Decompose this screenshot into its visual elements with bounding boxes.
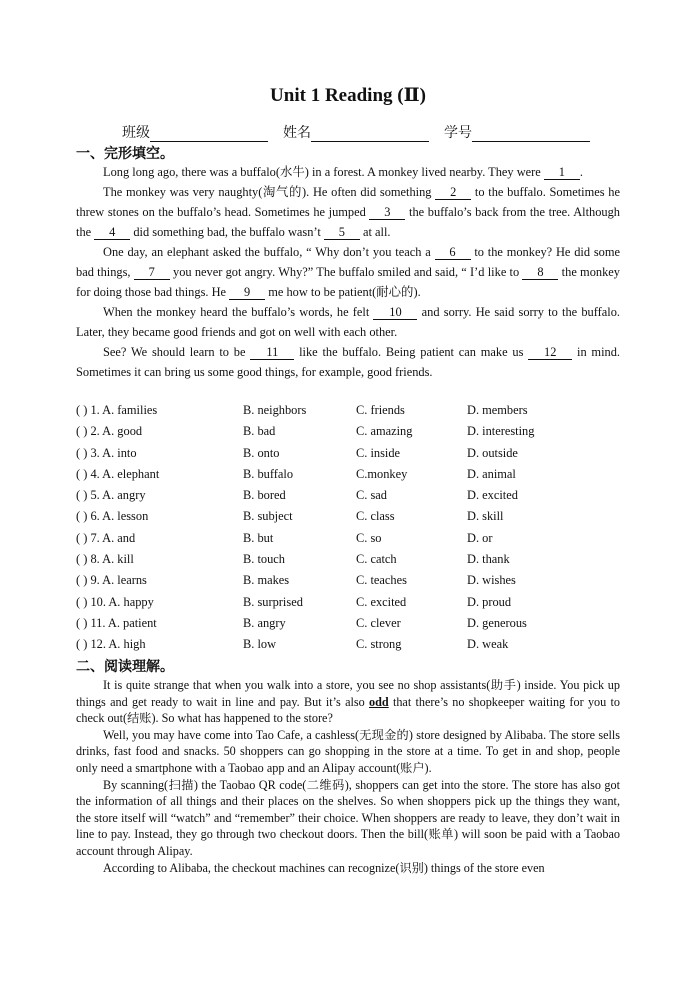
blank[interactable]: 11: [250, 345, 294, 360]
reading-paragraph: According to Alibaba, the checkout machines can recognize(识别) things of the store even: [103, 860, 545, 875]
option-d: D. thank: [467, 552, 510, 567]
name-field[interactable]: [311, 127, 429, 142]
number-label: 学号: [444, 126, 472, 141]
option-b: B. surprised: [243, 594, 303, 609]
question-number[interactable]: ( ) 6. A. lesson: [76, 509, 149, 524]
option-c: C. excited: [356, 594, 407, 609]
option-b: B. onto: [243, 445, 280, 460]
option-c: C. sad: [356, 488, 387, 503]
option-c: C. strong: [356, 637, 402, 652]
cloze-paragraph: One day, an elephant asked the buffalo, “ Why don’t you teach a 6 to the monkey? He did some bad things, 7 you never got angry. Why?” The buffalo smiled and said, “ I’d like to 8 the monkey for doing those bad things. He 9 me how to be patient(耐心的).: [76, 245, 620, 299]
option-d: D. or: [467, 530, 493, 545]
blank[interactable]: 2: [435, 185, 471, 200]
page-title: Unit 1 Reading (Ⅱ): [270, 85, 426, 106]
option-row: [76, 467, 636, 488]
option-b: B. touch: [243, 552, 285, 567]
cloze-paragraph: See? We should learn to be 11 like the buffalo. Being patient can make us 12 in mind. Sometimes it can bring us some good things, for example, good friends.: [76, 345, 621, 379]
option-row: [76, 403, 636, 424]
option-c: C. amazing: [356, 424, 413, 439]
blank[interactable]: 7: [134, 265, 170, 280]
option-d: D. weak: [467, 637, 509, 652]
option-b: B. buffalo: [243, 466, 294, 481]
blank[interactable]: 6: [435, 245, 471, 260]
option-row: [76, 488, 636, 509]
name-label: 姓名: [283, 126, 311, 141]
option-d: D. outside: [467, 445, 518, 460]
class-label: 班级: [122, 126, 150, 141]
key-word: odd: [369, 694, 389, 709]
option-d: D. wishes: [467, 573, 516, 588]
blank[interactable]: 5: [324, 225, 360, 240]
option-row: [76, 446, 636, 467]
blank[interactable]: 10: [373, 305, 417, 320]
option-b: B. bad: [243, 424, 276, 439]
reading-paragraph: By scanning(扫描) the Taobao QR code(二维码), shoppers can get into the store. The store has also got the information of all things and their places on the shelves. So when shoppers pick up the things they want, the store itself will “watch” and “remember” their choice. When shoppers are ready to leave, they don’t wait in line to pay. Instead, they go through two checkout doors. Then the bill(账单) will soon be paid with a Taobao account through Alipay.: [76, 777, 620, 858]
question-number[interactable]: ( ) 4. A. elephant: [76, 466, 160, 481]
reading-paragraph: Well, you may have come into Tao Cafe, a cashless(无现金的) store designed by Alibaba. The store sells drinks, fast food and snacks. 50 shoppers can go shopping in the store at a time. To get in and shop, people only need a smartphone with a Taobao app and an Alipay account(账户).: [76, 727, 620, 775]
cloze-passage: [76, 162, 620, 382]
blank[interactable]: 12: [528, 345, 572, 360]
option-d: D. generous: [467, 615, 527, 630]
option-c: C. teaches: [356, 573, 407, 588]
option-d: D. members: [467, 403, 528, 417]
option-row: [76, 616, 636, 637]
option-c: C.monkey: [356, 466, 408, 481]
option-row: [76, 509, 636, 530]
option-c: C. friends: [356, 403, 405, 417]
question-number[interactable]: ( ) 9. A. learns: [76, 573, 147, 588]
option-row: [76, 531, 636, 552]
cloze-paragraph: Long long ago, there was a buffalo(水牛) in a forest. A monkey lived nearby. They were 1 .: [103, 165, 583, 179]
option-c: C. class: [356, 509, 395, 524]
option-b: B. bored: [243, 488, 286, 503]
reading-passage: [76, 677, 620, 876]
option-c: C. clever: [356, 615, 401, 630]
option-d: D. excited: [467, 488, 518, 503]
section-1-heading: 一、完形填空。: [76, 147, 174, 162]
option-row: [76, 595, 636, 616]
blank[interactable]: 4: [94, 225, 130, 240]
option-b: B. angry: [243, 615, 286, 630]
question-number[interactable]: ( ) 3. A. into: [76, 445, 137, 460]
question-number[interactable]: ( ) 10. A. happy: [76, 594, 154, 609]
option-d: D. animal: [467, 466, 516, 481]
option-b: B. low: [243, 637, 277, 652]
option-b: B. makes: [243, 573, 290, 588]
question-number[interactable]: ( ) 11. A. patient: [76, 615, 157, 630]
option-c: C. catch: [356, 552, 397, 567]
option-c: C. so: [356, 530, 382, 545]
option-d: D. proud: [467, 594, 512, 609]
question-number[interactable]: ( ) 7. A. and: [76, 530, 136, 545]
cloze-paragraph: The monkey was very naughty(淘气的). He often did something 2 to the buffalo. Sometimes he threw stones on the buffalo’s head. Sometimes he jumped 3 the buffalo’s back from the tree. Although the 4 did something bad, the buffalo wasn’t 5 at all.: [76, 185, 620, 239]
blank[interactable]: 9: [229, 285, 265, 300]
number-field[interactable]: [472, 127, 590, 142]
question-number[interactable]: ( ) 1. A. families: [76, 403, 158, 417]
blank[interactable]: 1: [544, 165, 580, 180]
section-2-heading: 二、阅读理解。: [76, 660, 174, 675]
reading-paragraph: It is quite strange that when you walk into a store, you see no shop assistants(助手) inside. You pick up things and get ready to wait in line and pay. But it’s also odd that there’s no shopkeeper waiting for you to check out(结账). So what has happened to the store?: [76, 678, 620, 726]
option-b: B. but: [243, 530, 274, 545]
option-row: [76, 573, 636, 594]
student-info-row: [122, 122, 590, 142]
option-d: D. skill: [467, 509, 504, 524]
option-b: B. neighbors: [243, 403, 307, 417]
question-number[interactable]: ( ) 12. A. high: [76, 637, 146, 652]
option-row: [76, 424, 636, 445]
option-d: D. interesting: [467, 424, 535, 439]
question-number[interactable]: ( ) 8. A. kill: [76, 552, 134, 567]
option-c: C. inside: [356, 445, 401, 460]
class-field[interactable]: [150, 127, 268, 142]
question-number[interactable]: ( ) 5. A. angry: [76, 488, 146, 503]
blank[interactable]: 3: [369, 205, 405, 220]
cloze-paragraph: When the monkey heard the buffalo’s words, he felt 10 and sorry. He said sorry to the buffalo. Later, they became good friends and got on well with each other.: [76, 305, 621, 339]
question-number[interactable]: ( ) 2. A. good: [76, 424, 143, 439]
option-b: B. subject: [243, 509, 293, 524]
blank[interactable]: 8: [522, 265, 558, 280]
options-list: [76, 403, 636, 659]
option-row: [76, 552, 636, 573]
